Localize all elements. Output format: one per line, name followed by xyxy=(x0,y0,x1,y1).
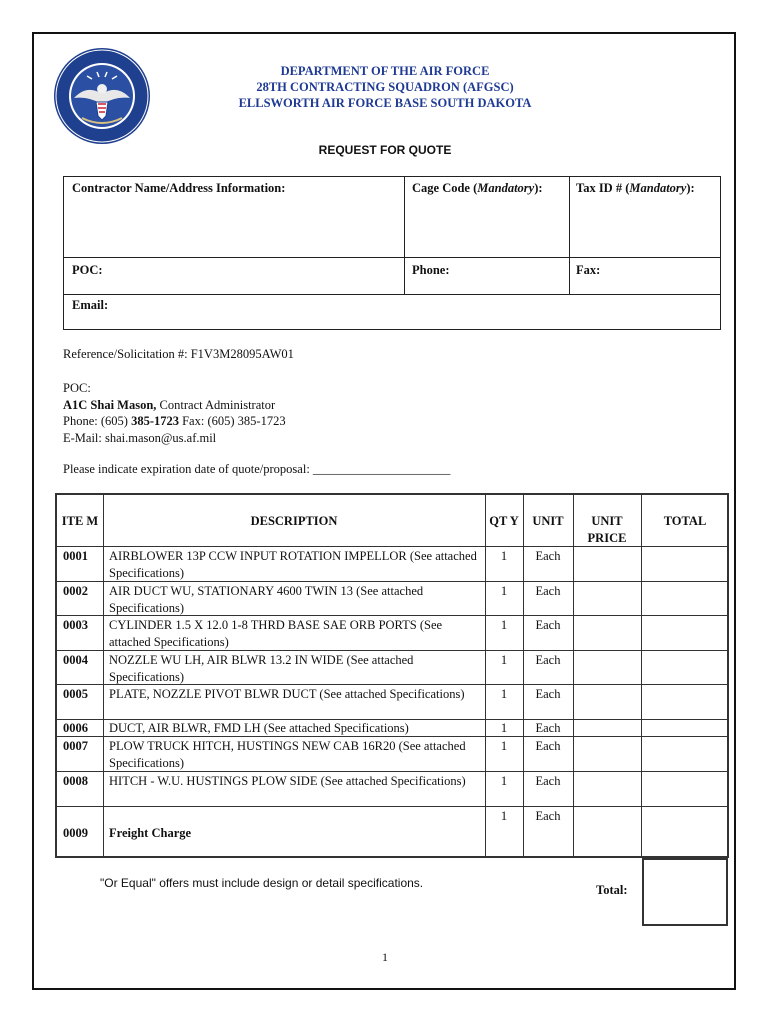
row-item-number: 0003 xyxy=(63,618,88,632)
row-description: PLOW TRUCK HITCH, HUSTINGS NEW CAB 16R20 (See attached Specifications) xyxy=(109,739,466,770)
page-title: REQUEST FOR QUOTE xyxy=(318,143,452,157)
items-table xyxy=(55,493,729,858)
row-description: AIR DUCT WU, STATIONARY 4600 TWIN 13 (See attached Specifications) xyxy=(109,584,424,615)
poc-label: POC: xyxy=(72,263,103,277)
header-unit-price: UNIT PRICE xyxy=(587,514,627,545)
row-unit: Each xyxy=(535,549,561,563)
row-unit: Each xyxy=(535,618,561,632)
phone-label: Phone: xyxy=(412,263,450,277)
row-qty: 1 xyxy=(500,584,508,598)
row-qty: 1 xyxy=(500,739,508,753)
divider xyxy=(57,806,727,807)
divider xyxy=(404,177,405,294)
poc-phone-line: Phone: (605) 385-1723 Fax: (605) 385-1723 xyxy=(63,414,286,428)
row-item-number: 0008 xyxy=(63,774,88,788)
row-description: NOZZLE WU LH, AIR BLWR 13.2 IN WIDE (See attached Specifications) xyxy=(109,653,414,684)
row-qty: 1 xyxy=(500,549,508,563)
total-input-box[interactable] xyxy=(642,858,728,926)
expiration-prompt: Please indicate expiration date of quote/proposal: ______________________ xyxy=(63,462,451,476)
row-description: DUCT, AIR BLWR, FMD LH (See attached Specifications) xyxy=(109,721,409,735)
divider xyxy=(64,257,720,258)
divider xyxy=(57,650,727,651)
header-line-3: ELLSWORTH AIR FORCE BASE SOUTH DAKOTA xyxy=(238,96,532,110)
row-unit: Each xyxy=(535,687,561,701)
row-description: PLATE, NOZZLE PIVOT BLWR DUCT (See attached Specifications) xyxy=(109,687,465,701)
row-item-number: 0001 xyxy=(63,549,88,563)
row-qty: 1 xyxy=(500,721,508,735)
header-line-2: 28TH CONTRACTING SQUADRON (AFGSC) xyxy=(256,80,514,94)
row-description: Freight Charge xyxy=(109,826,192,840)
row-item-number: 0002 xyxy=(63,584,88,598)
header-line-1: DEPARTMENT OF THE AIR FORCE xyxy=(280,64,490,78)
contractor-name-label: Contractor Name/Address Information: xyxy=(72,181,286,195)
row-item-number: 0009 xyxy=(63,826,88,840)
row-unit: Each xyxy=(535,739,561,753)
poc-block xyxy=(63,380,286,446)
cage-code-label: Cage Code (Mandatory): xyxy=(412,181,543,195)
row-item-number: 0007 xyxy=(63,739,88,753)
divider xyxy=(569,177,570,294)
fax-label: Fax: xyxy=(576,263,601,277)
divider xyxy=(523,495,524,856)
divider xyxy=(573,495,574,856)
total-label: Total: xyxy=(596,883,628,897)
poc-name-line: A1C Shai Mason, Contract Administrator xyxy=(63,397,276,412)
row-item-number: 0005 xyxy=(63,687,88,701)
row-qty: 1 xyxy=(500,653,508,667)
poc-heading: POC: xyxy=(63,381,91,395)
dod-seal-emblem xyxy=(52,46,152,146)
header-item: ITE M xyxy=(61,514,99,528)
row-unit: Each xyxy=(535,774,561,788)
row-description: CYLINDER 1.5 X 12.0 1-8 THRD BASE SAE ORB PORTS (See attached Specifications) xyxy=(109,618,443,649)
row-unit: Each xyxy=(535,653,561,667)
tax-id-label: Tax ID # (Mandatory): xyxy=(576,181,695,195)
divider xyxy=(57,581,727,582)
solicitation-reference: Reference/Solicitation #: F1V3M28095AW01 xyxy=(63,347,294,361)
contractor-info-box xyxy=(63,176,721,330)
row-unit: Each xyxy=(535,721,561,735)
divider xyxy=(57,771,727,772)
header-qty: QT Y xyxy=(489,514,519,528)
divider xyxy=(103,495,104,856)
row-item-number: 0004 xyxy=(63,653,88,667)
row-unit: Each xyxy=(535,584,561,598)
row-unit: Each xyxy=(535,809,561,823)
or-equal-note: "Or Equal" offers must include design or detail specifications. xyxy=(100,876,424,890)
poc-email: E-Mail: shai.mason@us.af.mil xyxy=(63,430,217,445)
row-description: AIRBLOWER 13P CCW INPUT ROTATION IMPELLOR (See attached Specifications) xyxy=(109,549,477,580)
header-description: DESCRIPTION xyxy=(250,514,338,528)
row-qty: 1 xyxy=(500,809,508,823)
header-total: TOTAL xyxy=(663,514,707,528)
divider xyxy=(57,546,727,547)
email-label: Email: xyxy=(72,298,109,312)
row-description: HITCH - W.U. HUSTINGS PLOW SIDE (See attached Specifications) xyxy=(109,774,466,788)
divider xyxy=(641,495,642,856)
divider xyxy=(485,495,486,856)
agency-header xyxy=(180,63,590,111)
row-qty: 1 xyxy=(500,618,508,632)
row-qty: 1 xyxy=(500,774,508,788)
page-number: 1 xyxy=(382,950,388,964)
row-item-number: 0006 xyxy=(63,721,88,735)
header-unit: UNIT xyxy=(532,514,564,528)
divider xyxy=(64,294,720,295)
row-qty: 1 xyxy=(500,687,508,701)
